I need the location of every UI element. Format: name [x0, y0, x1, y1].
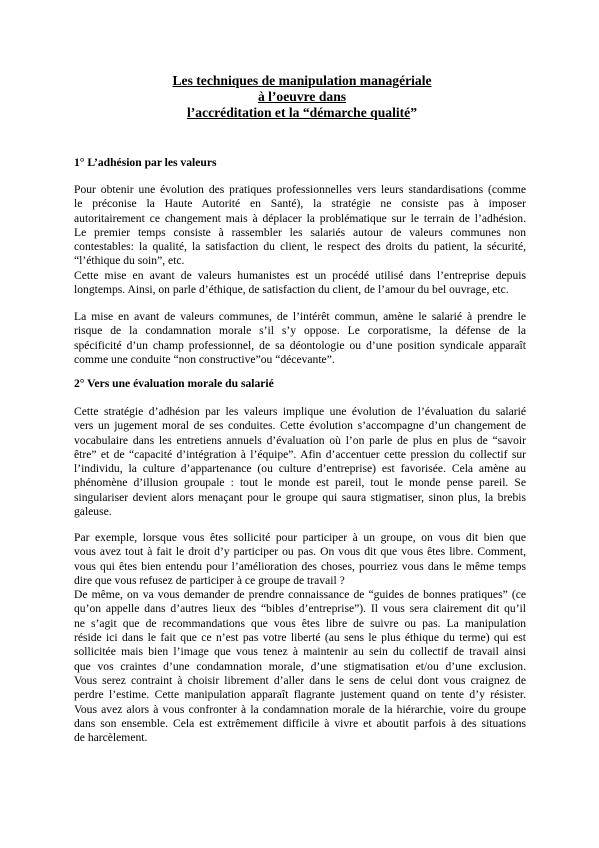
paragraph-line: risque de la condamnation morale s’il s’y oppose. Le corporatisme, la défense de la: [74, 324, 526, 338]
paragraph-line: La mise en avant de valeurs communes, de l’intérêt commun, amène le salarié à prendre le: [74, 310, 526, 323]
paragraph-line: autoritairement ce changement mais à déplacer la problématique sur le terrain de l’adhésion.: [74, 211, 526, 225]
paragraph-line: que vos craintes d’une condamnation morale, d’une stigmatisation et/ou d’une exclusion.: [74, 659, 526, 673]
paragraph-line: “l’éthique du soin”, etc.: [74, 254, 185, 268]
section-2-heading: 2° Vers une évaluation morale du salarié: [74, 377, 274, 390]
section-2-paragraph-1: [74, 405, 526, 519]
paragraph-line: phénomène d’illusion groupale : tout le monde est pareil, tout le monde pense pareil. Se: [74, 476, 526, 490]
paragraph-line: dans son ensemble. Cela est extrêmement difficile à vivre et aboutit parfois à des situations: [74, 716, 526, 730]
paragraph-line: Le premier temps consiste à rassembler les salariés autour de valeurs communes non: [74, 225, 526, 239]
paragraph-line: Cette mise en avant de valeurs humanistes est un procédé utilisé dans l’entreprise depuis: [74, 268, 526, 282]
paragraph-line: vers un jugement moral de ses conduites. Cette évolution s’accompagne d’un changement de: [74, 419, 526, 433]
paragraph-line: Vous avez alors à vous confronter à la condamnation morale de la hiérarchie, voire du groupe: [74, 702, 526, 716]
paragraph-line: vocabulaire dans les entretiens annuels d’évaluation où l’on parle de plus en plus de “savoir: [74, 433, 526, 447]
section-1-paragraph-1: [74, 183, 526, 297]
paragraph-line: être” et de “capacité d’intégration à l’équipe”. Afin d’accentuer cette pression du collectif sur: [74, 447, 526, 461]
paragraph-line: le préconise la Haute Autorité en Santé), la stratégie ne consiste pas à imposer: [74, 197, 526, 211]
paragraph-line: galeuse.: [74, 505, 112, 519]
section-1-heading: 1° L’adhésion par les valeurs: [74, 156, 217, 169]
paragraph-line: Cette stratégie d’adhésion par les valeurs implique une évolution de l’évaluation du salarié: [74, 405, 526, 418]
paragraph-line: dire que vous refusez de participer à ce groupe de travail ?: [74, 573, 345, 587]
title-line-3-text: l’accréditation et la “démarche qualité: [186, 105, 411, 120]
paragraph-line: singulariser devient alors menaçant pour le groupe qui saura stigmatiser, sinon plus, la brebis: [74, 490, 526, 504]
paragraph-line: vous qui êtes bien entendu pour l’amélioration des choses, pourriez vous dans le même temps: [74, 559, 526, 573]
title-line-3: [72, 105, 532, 121]
paragraph-line: vous avez tout à fait le droit d’y participer ou pas. On vous dit que vous êtes libre. Comment,: [74, 545, 526, 559]
paragraph-line: l’individu, la culture d’appartenance (ou culture d’entreprise) est favorisée. Cela amène au: [74, 462, 526, 476]
section-2-paragraph-2: [74, 531, 526, 745]
paragraph-line: réside ici dans le fait que ce n’est pas votre liberté (au sens le plus éthique du terme) qui est: [74, 631, 526, 645]
paragraph-line: De même, on va vous demander de prendre connaissance de “guides de bonnes pratiques” (ce: [74, 588, 526, 602]
paragraph-line: spécificité d’un champ professionnel, de sa déontologie ou d’une position syndicale apparaît: [74, 338, 526, 352]
paragraph-line: Vous serez contraint à choisir librement d’aller dans le sens de celui dont vous craignez de: [74, 673, 526, 687]
paragraph-line: de harcèlement.: [74, 731, 148, 745]
paragraph-line: sollicitée mais bien l’image que vous tenez à maintenir au sein du collectif de travail ainsi: [74, 645, 526, 659]
paragraph-line: contestables: la qualité, la satisfaction du client, le respect des droits du patient, la sécurité,: [74, 240, 526, 254]
paragraph-line: perdre l’estime. Cette manipulation apparaît flagrante justement quand on tente d’y résister.: [74, 688, 526, 702]
title-line-1: Les techniques de manipulation managériale: [172, 73, 432, 88]
paragraph-line: Pour obtenir une évolution des pratiques professionnelles vers leurs standardisations (comme: [74, 183, 526, 196]
document-title: [72, 73, 532, 121]
paragraph-line: Par exemple, lorsque vous êtes sollicité pour participer à un groupe, on vous dit bien que: [74, 531, 526, 544]
title-line-2: à l’oeuvre dans: [257, 89, 347, 104]
title-line-3-tail: ”: [410, 105, 418, 120]
paragraph-line: qu’on appelle dans d’autres lieux des “bibles d’entreprise”). Il vous sera clairement dit qu’il: [74, 602, 526, 616]
paragraph-line: ne s’agit que de recommandations que vous êtes libre de suivre ou pas. La manipulation: [74, 616, 526, 630]
paragraph-line: comme une conduite “non constructive”ou “décevante”.: [74, 352, 335, 366]
section-1-paragraph-3: [74, 310, 526, 367]
paragraph-line: longtemps. Ainsi, on parle d’éthique, de satisfaction du client, de l’amour du bel ouvrage, etc.: [74, 283, 509, 297]
